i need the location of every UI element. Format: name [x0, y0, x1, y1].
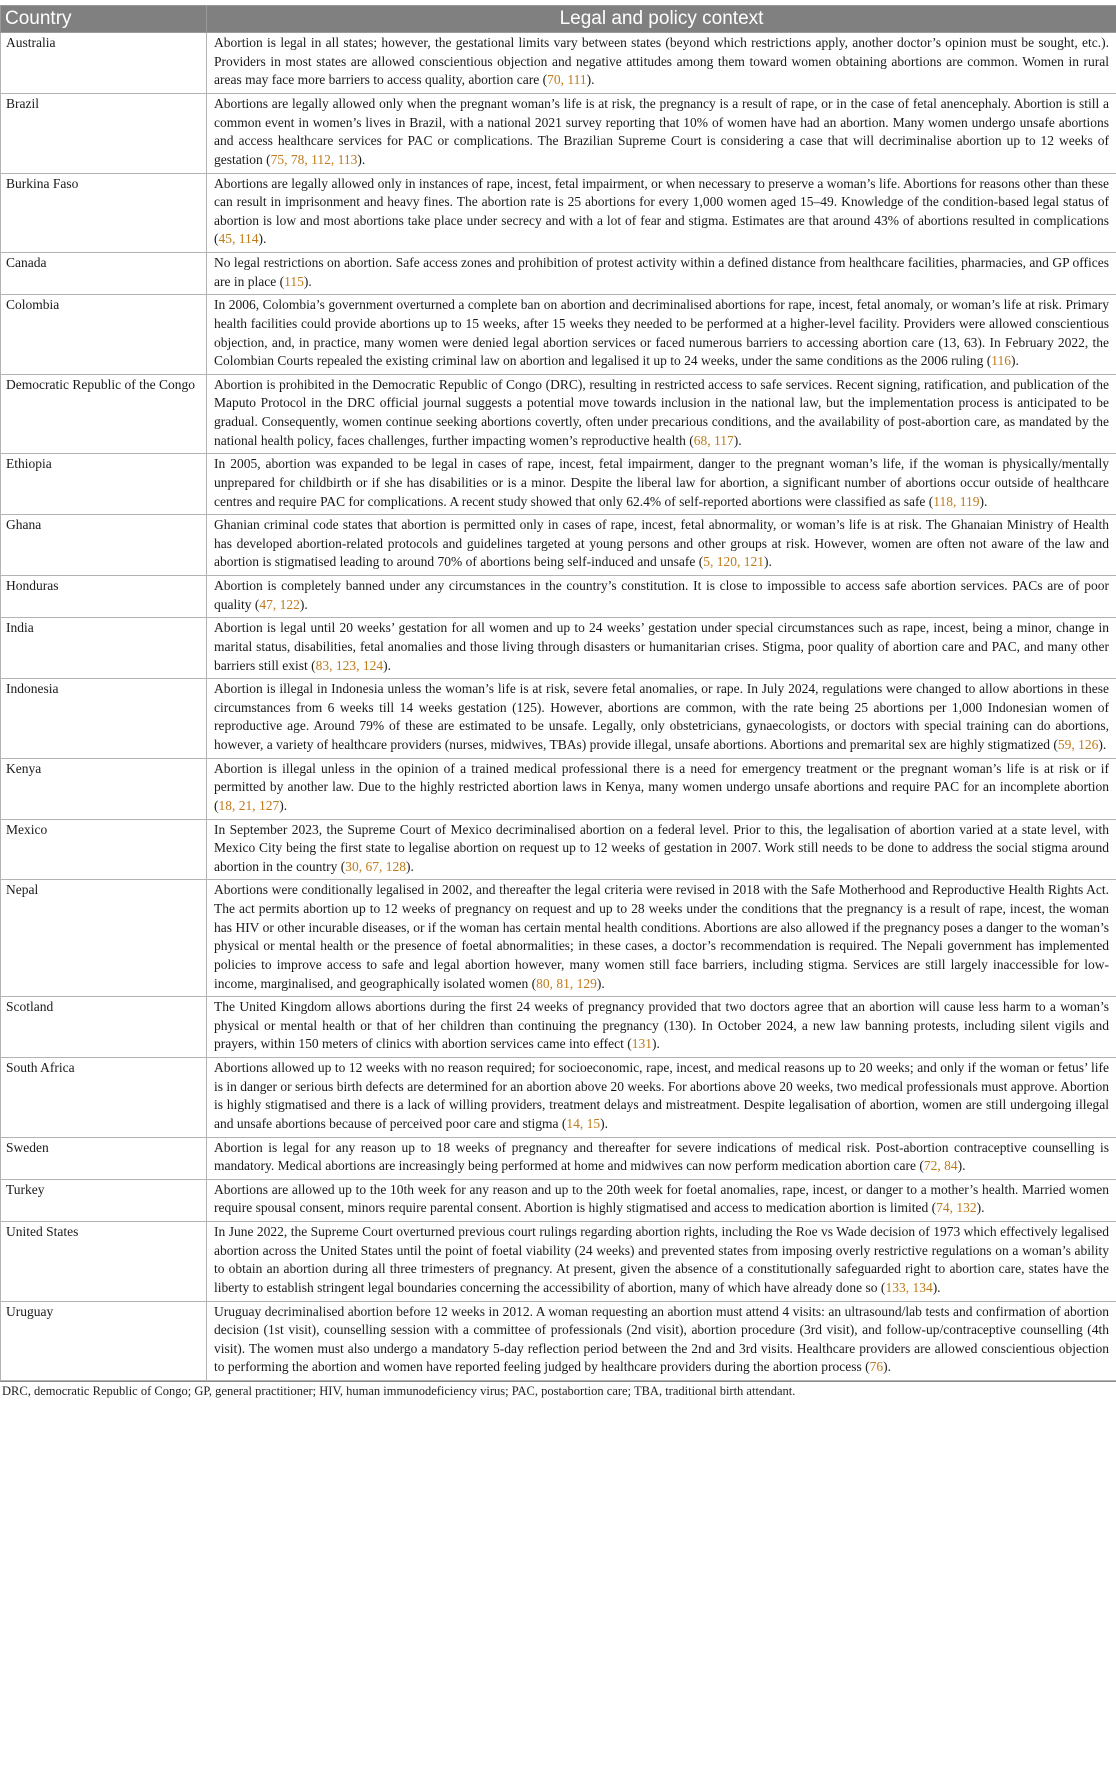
table-row	[1, 253, 1116, 295]
country-cell: United States	[1, 1222, 207, 1302]
context-text-end: ).	[357, 151, 366, 167]
context-text: Abortion is legal in all states; however, the gestational limits vary between states (beyond which restrictions apply, another doctor’s opinion must be sought, etc.). Providers in most states are allowed conscientious objection and negative attitudes among them toward women obtaining abortions are common. Women in rural areas may face more barriers to access quality, abortion care (	[214, 35, 1109, 88]
country-cell: Turkey	[1, 1179, 207, 1221]
context-cell	[207, 1137, 1116, 1179]
country-cell: Democratic Republic of the Congo	[1, 374, 207, 454]
reference-link[interactable]: 59, 126	[1057, 737, 1099, 753]
reference-link[interactable]: 14, 15	[566, 1115, 601, 1131]
country-cell: Colombia	[1, 295, 207, 375]
context-text-end: ).	[586, 72, 595, 88]
reference-link[interactable]: 116	[991, 353, 1011, 369]
context-text-end: ).	[1010, 353, 1019, 369]
country-cell: South Africa	[1, 1058, 207, 1138]
reference-link[interactable]: 5, 120, 121	[703, 554, 765, 570]
context-text: Uruguay decriminalised abortion before 12 weeks in 2012. A woman requesting an abortion must attend 4 visits: an ultrasound/lab tests and confirmation of abortion decision (1st visit), counselling session with a committee of professionals (2nd visit), abortion procedure (3rd visit), and follow-up/contraceptive counselling (4th visit). The women must also undergo a mandatory 5-day reflection period between the 2nd and 3rd visits. Healthcare providers are allowed conscientious objection to performing the abortion and women have reported feeling judged by healthcare providers during the abortion process (	[214, 1303, 1109, 1375]
reference-link[interactable]: 131	[631, 1036, 652, 1052]
context-cell	[207, 679, 1116, 759]
table-row	[1, 1179, 1116, 1221]
context-text: Abortion is legal until 20 weeks’ gestation for all women and up to 24 weeks’ gestation under special circumstances such as rape, incest, being a minor, change in marital status, disabilities, fetal anomalies and those living through disasters or humanitarian crises. Stigma, poor quality of abortion care and PAC, and many other barriers still exist (	[214, 620, 1109, 673]
reference-link[interactable]: 83, 123, 124	[315, 657, 384, 673]
reference-link[interactable]: 80, 81, 129	[536, 975, 597, 991]
country-cell: Brazil	[1, 94, 207, 174]
context-text: Abortion is illegal unless in the opinion of a trained medical professional there is a need for emergency treatment or the pregnant woman’s life is at risk or if permitted by another law. Due to the highly restricted abortion laws in Kenya, many women undergo unsafe abortions and require PAC for an incomplete abortion (	[214, 760, 1109, 813]
table-row	[1, 819, 1116, 880]
table-row	[1, 515, 1116, 576]
table-row	[1, 997, 1116, 1058]
context-cell	[207, 515, 1116, 576]
reference-link[interactable]: 74, 132	[936, 1200, 977, 1216]
country-cell: Canada	[1, 253, 207, 295]
legal-context-table	[0, 5, 1116, 1381]
table-row	[1, 173, 1116, 253]
context-cell	[207, 1058, 1116, 1138]
context-text: Abortions are allowed up to the 10th week for any reason and up to the 20th week for foetal anomalies, rape, incest, or danger to a mother’s health. Married women require spousal consent, minors require parental consent. Abortion is highly stigmatised and access to medication abortion is limited (	[214, 1181, 1109, 1216]
table-row	[1, 33, 1116, 94]
context-text: No legal restrictions on abortion. Safe access zones and prohibition of protest activity within a defined distance from healthcare facilities, pharmacies, and GP offices are in place (	[214, 255, 1109, 289]
country-cell: Mexico	[1, 819, 207, 880]
context-cell	[207, 94, 1116, 174]
table-row	[1, 758, 1116, 819]
context-text-end: ).	[1098, 737, 1107, 753]
context-text-end: ).	[764, 554, 772, 570]
country-cell: Ethiopia	[1, 454, 207, 515]
table-row	[1, 1222, 1116, 1302]
context-text: Abortions allowed up to 12 weeks with no reason required; for socioeconomic, rape, incest, and medical reasons up to 20 weeks; and only if the woman or fetus’ life is in danger or serious birth defects are determined for an abortion above 20 weeks. For abortions above 20 weeks, two medical professionals must approve. Abortion is highly stigmatised and there is a lack of willing providers, treatment delays and mistreatment. Despite legalisation of abortion, women are still undergoing illegal and unsafe abortions because of perceived poor care and stigma (	[214, 1060, 1109, 1131]
context-text-end: ).	[733, 432, 742, 448]
context-text-end: ).	[976, 1200, 985, 1216]
country-cell: Indonesia	[1, 679, 207, 759]
context-text: Abortion is prohibited in the Democratic Republic of Congo (DRC), resulting in restricted access to safe services. Recent signing, ratification, and publication of the Maputo Protocol in the DRC official journal suggests a potential move towards inclusion in the national law, but the implementation process is anticipated to be gradual. Consequently, women continue seeking abortions covertly, often under precarious conditions, and the availability of post-abortion care, as mandated by the national health policy, faces challenges, further impacting women’s reproductive health (	[214, 376, 1109, 448]
context-cell	[207, 997, 1116, 1058]
context-text: In 2006, Colombia’s government overturned a complete ban on abortion and decriminalised abortions for rape, incest, fetal anomaly, or woman’s life at risk. Primary health facilities could provide abortions up to 15 weeks, after 15 weeks they needed to be performed at a higher-level facility. Providers were allowed conscientious objection, and, in practice, many women were denied legal abortion services or faced numerous barriers to accessing abortion care (13, 63). In February 2022, the Colombian Courts repealed the existing criminal law on abortion and legalised it up to 24 weeks, under the same conditions as the 2006 ruling (	[214, 297, 1109, 369]
context-cell	[207, 819, 1116, 880]
context-cell	[207, 33, 1116, 94]
context-text-end: ).	[600, 1115, 608, 1131]
reference-link[interactable]: 30, 67, 128	[345, 858, 406, 874]
context-text: Abortion is legal for any reason up to 18 weeks of pregnancy and thereafter for severe indications of medical risk. Post-abortion contraceptive counselling is mandatory. Medical abortions are increasingly being performed at home and midwives can now perform medication abortion care (	[214, 1139, 1109, 1174]
context-cell	[207, 1301, 1116, 1381]
table-row	[1, 679, 1116, 759]
country-cell: Honduras	[1, 576, 207, 618]
reference-link[interactable]: 18, 21, 127	[218, 797, 280, 813]
context-text: Abortions were conditionally legalised in 2002, and thereafter the legal criteria were revised in 2018 with the Safe Motherhood and Reproductive Health Rights Act. The act permits abortion up to 12 weeks of pregnancy on request and up to 28 weeks under the conditions that the pregnancy is a result of rape, incest, the woman has HIV or other incurable diseases, or if the woman has certain mental health conditions. Abortions are also allowed if the pregnancy poses a danger to the woman’s physical or mental health or the presence of foetal abnormalities; in these cases, a doctor’s recommendation is required. The Nepali government has implemented policies to improve access to safe and legal abortion however, many women still face barriers, including stigma. Services are still largely inaccessible for low-income, marginalised, and geographically isolated women (	[214, 882, 1109, 991]
reference-link[interactable]: 72, 84	[923, 1158, 958, 1174]
country-cell: Burkina Faso	[1, 173, 207, 253]
context-text-end: ).	[979, 493, 988, 509]
context-cell	[207, 880, 1116, 997]
country-cell: Nepal	[1, 880, 207, 997]
context-text: The United Kingdom allows abortions during the first 24 weeks of pregnancy provided that two doctors agree that an abortion will cause less harm to a woman’s physical or mental health or that of her children than continuing the pregnancy (130). In October 2024, a new law banning protests, including silent vigils and prayers, within 150 meters of clinics with abortion services came into effect (	[214, 999, 1109, 1052]
context-text: In 2005, abortion was expanded to be legal in cases of rape, incest, fetal impairment, danger to the pregnant woman’s life, if the woman is physically/mentally unprepared for childbirth or if she has disabilities or is a minor. Despite the liberal law for abortion, a significant number of abortions occur outside of healthcare centres and require PAC for complications. A recent study showed that only 62.4% of self-reported abortions were classified as safe (	[214, 456, 1109, 509]
context-cell	[207, 295, 1116, 375]
table-row	[1, 295, 1116, 375]
context-text: In June 2022, the Supreme Court overturned previous court rulings regarding abortion rights, including the Roe vs Wade decision of 1973 which effectively legalised abortion across the United States until the point of foetal viability (24 weeks) and prevented states from imposing overly restrictive regulations on a woman’s ability to obtain an abortion during all three trimesters of pregnancy. At present, given the absence of a constitutionally safeguarded right to abortion care, states have the liberty to establish stringent legal boundaries concerning the accessibility of abortion, many of which have already done so (	[214, 1224, 1109, 1295]
country-cell: Uruguay	[1, 1301, 207, 1381]
country-cell: Sweden	[1, 1137, 207, 1179]
country-cell: India	[1, 618, 207, 679]
reference-link[interactable]: 68, 117	[693, 432, 734, 448]
reference-link[interactable]: 47, 122	[259, 596, 300, 612]
country-cell: Australia	[1, 33, 207, 94]
table-row	[1, 454, 1116, 515]
context-text-end: ).	[258, 231, 267, 247]
context-cell	[207, 1179, 1116, 1221]
table-row	[1, 618, 1116, 679]
country-cell: Kenya	[1, 758, 207, 819]
reference-link[interactable]: 75, 78, 112, 113	[270, 151, 358, 167]
header-context: Legal and policy context	[207, 6, 1116, 33]
context-text-end: ).	[383, 657, 391, 673]
context-cell	[207, 1222, 1116, 1302]
table-row	[1, 1058, 1116, 1138]
table-footnote: DRC, democratic Republic of Congo; GP, general practitioner; HIV, human immunodeficiency virus; PAC, postabortion care; TBA, traditional birth attendant.	[0, 1381, 1116, 1399]
country-cell: Scotland	[1, 997, 207, 1058]
context-text-end: ).	[596, 975, 605, 991]
table-row	[1, 1137, 1116, 1179]
context-text: In September 2023, the Supreme Court of Mexico decriminalised abortion on a federal level. Prior to this, the legalisation of abortion varied at a state level, with Mexico City being the first state to legalise abortion on request up to 12 weeks of gestation in 2007. Work still needs to be done to address the social stigma around abortion in the country (	[214, 821, 1109, 874]
context-text-end: ).	[932, 1279, 941, 1295]
table-row	[1, 374, 1116, 454]
country-cell: Ghana	[1, 515, 207, 576]
context-cell	[207, 374, 1116, 454]
reference-link[interactable]: 118, 119	[933, 493, 980, 509]
context-text: Abortions are legally allowed only in instances of rape, incest, fetal impairment, or when necessary to preserve a woman’s life. Abortions for reasons other than these can result in imprisonment and heavy fines. The abortion rate is 25 abortions for every 1,000 women aged 15–49. Knowledge of the condition-based legal status of abortion is low and most abortions take place under secrecy and with a lot of fear and stigma. Estimates are that around 43% of abortions resulted in complications (	[214, 175, 1109, 247]
context-text-end: ).	[299, 596, 308, 612]
table-row	[1, 880, 1116, 997]
reference-link[interactable]: 133, 134	[885, 1279, 933, 1295]
reference-link[interactable]: 115	[284, 273, 304, 289]
header-country: Country	[1, 6, 207, 33]
context-text-end: ).	[279, 797, 288, 813]
reference-link[interactable]: 70, 111	[547, 72, 587, 88]
context-text-end: ).	[957, 1158, 966, 1174]
context-cell	[207, 253, 1116, 295]
table-header	[1, 6, 1116, 33]
reference-link[interactable]: 76	[869, 1359, 884, 1375]
reference-link[interactable]: 45, 114	[218, 231, 259, 247]
context-text: Abortion is completely banned under any circumstances in the country’s constitution. It is close to impossible to access safe abortion services. PACs are of poor quality (	[214, 578, 1109, 612]
context-text-end: ).	[405, 858, 414, 874]
table-row	[1, 576, 1116, 618]
table-row	[1, 1301, 1116, 1381]
context-cell	[207, 173, 1116, 253]
context-text-end: ).	[883, 1359, 892, 1375]
context-text-end: ).	[652, 1036, 660, 1052]
context-cell	[207, 758, 1116, 819]
context-text: Ghanian criminal code states that abortion is permitted only in cases of rape, incest, fetal abnormality, or woman’s life is at risk. The Ghanaian Ministry of Health has developed abortion-related protocols and guidelines targeted at young persons and other groups at risk. However, women are often not aware of the law and abortion is stigmatised leading to around 70% of abortions being self-induced and unsafe (	[214, 517, 1109, 570]
context-text: Abortion is illegal in Indonesia unless the woman’s life is at risk, severe fetal anomalies, or rape. In July 2024, regulations were changed to allow abortions in these circumstances from 6 weeks till 14 weeks gestation (125). However, abortions are common, with the rate being 25 abortions per 1,000 Indonesian women of reproductive age. Around 79% of these are estimated to be unsafe. Legally, only obstetricians, gynaecologists, or doctors with special training can do abortions, however, a variety of healthcare providers (nurses, midwives, TBAs) provide illegal, unsafe abortions. Abortions and premarital sex are highly stigmatized (	[214, 681, 1109, 753]
context-text: Abortions are legally allowed only when the pregnant woman’s life is at risk, the pregnancy is a result of rape, or in the case of fetal anencephaly. Abortion is still a common event in women’s lives in Brazil, with a national 2021 survey reporting that 10% of women have had an abortion. Many women undergo unsafe abortions and access healthcare services for PAC or complications. The Brazilian Supreme Court is considering a case that will decriminalise abortion up to 12 weeks of gestation (	[214, 96, 1109, 167]
context-cell	[207, 618, 1116, 679]
table-body	[1, 33, 1116, 1381]
context-cell	[207, 576, 1116, 618]
context-text-end: ).	[303, 273, 312, 289]
context-cell	[207, 454, 1116, 515]
table-row	[1, 94, 1116, 174]
